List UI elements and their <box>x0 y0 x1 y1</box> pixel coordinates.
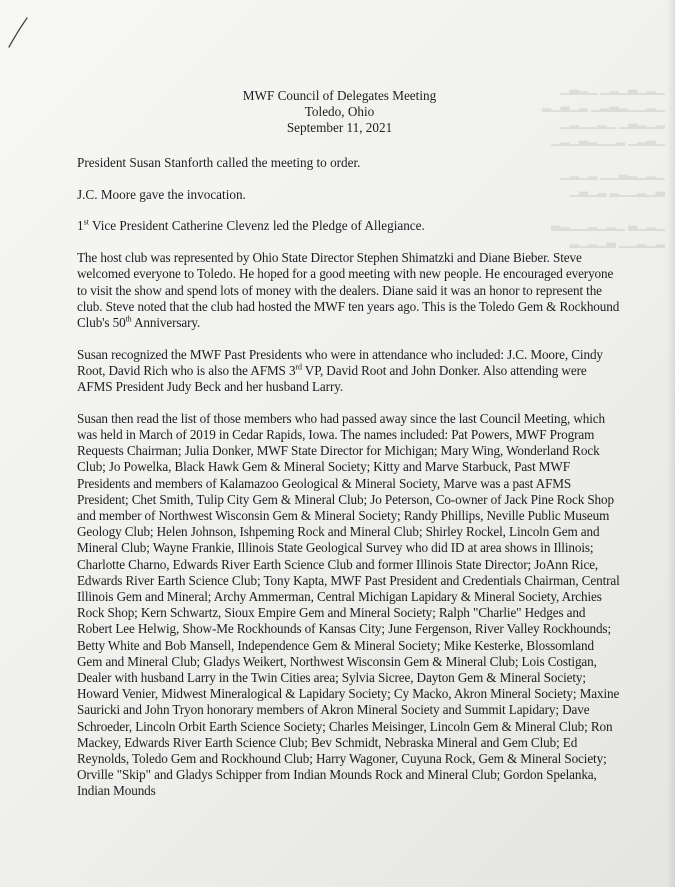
meeting-date: September 11, 2021 <box>286 120 393 135</box>
document-title: MWF Council of Delegates Meeting <box>242 88 437 103</box>
call-to-order-paragraph: President Susan Stanforth called the meeting to order. <box>77 155 361 170</box>
page-edge-shadow <box>667 0 675 887</box>
pledge-text: Vice President Catherine Clevenz led the Pledge of Allegiance. <box>88 218 425 234</box>
bleed-through-texture: ▁▂▁▃▁▂▁ ▁▂▃▁ ▁▂▁▁▂▃▂▁ ▂▁▃▁▂ ▂▁▂▃▁ ▁▂▁▁▂▁ ▁▃▂▁ ▂▁▁▂▃▁▂▁ ▁▂▁▂▃▁▁ ▂▁▂▁ ▃▁▂▁▁▂ ▂▁▃▁ ▁▂▁▃ ▁▂▁▂▁▁▂▃ ▂▁▂▁▁ ▃▁▂▁▂ <box>542 81 665 248</box>
past-presidents-text-end: VP, David Root and John Donker. Also attending were AFMS President Judy Beck and her husband Larry. <box>77 362 587 395</box>
document-body <box>77 88 622 800</box>
meeting-location: Toledo, Ohio <box>304 104 375 119</box>
host-club-text-end: Anniversary. <box>131 314 201 330</box>
past-presidents-sup: rd <box>295 362 302 372</box>
host-club-text: The host club was represented by Ohio State Director Stephen Shimatzki and Diane Bieber. Steve welcomed everyone to Toledo. He hoped for a good meeting with new people. He encouraged everyone to visit the show and spend lots of money with the dealers. Diane said it was an honor to represent the club. Steve noted that the club had hosted the MWF ten years ago. This is the Toledo Gem & Rockhound Club's 50 <box>77 250 620 330</box>
past-presidents-paragraph <box>77 347 622 396</box>
pledge-ordinal: 1 <box>77 218 84 234</box>
host-club-sup: th <box>125 314 132 324</box>
past-presidents-text: Susan recognized the MWF Past Presidents who were in attendance who included: J.C. Moore, Cindy Root, David Rich who is also the AFMS 3 <box>77 346 603 378</box>
memorial-paragraph: Susan then read the list of those members who had passed away since the last Council Meeting, which was held in March of 2019 in Cedar Rapids, Iowa. The names included: Pat Powers, MWF Program Requests Chairman; Julia Donker, MWF State Director for Michigan; Mary Wing, Wonderland Rock Club; Jo Powelka, Black Hawk Gem & Mineral Society; Kitty and Marve Starbuck, Past MWF Presidents and members of Kalamazoo Geological & Mineral Society, Marve was a past AFMS President; Chet Smith, Tulip City Gem & Mineral Club; Jo Peterson, Co-owner of Jack Pine Rock Shop and member of Northwest Wisconsin Gem & Mineral Society; Randy Phillips, Neville Public Museum Geology Club; Helen Johnson, Ishpeming Rock and Mineral Club; Shirley Rockel, Lincoln Gem and Mineral Club; Wayne Frankie, Illinois State Geological Survey who did ID at area shows in Illinois; Charlotte Charno, Edwards River Earth Science Club and former Illinois State Director; JoAnn Rice, Edwards River Earth Science Club; Tony Kapta, MWF Past President and Credentials Chairman, Central Illinois Gem and Mineral; Archy Ammerman, Central Michigan Lapidary & Mineral Society, Archies Rock Shop; Kern Schwartz, Sioux Empire Gem and Mineral Society; Ralph "Charlie" Hedges and Robert Lee Helwig, Show-Me Rockhounds of Kansas City; June Fergenson, River Valley Rockhounds; Betty White and Bob Mansell, Independence Gem & Mineral Society; Mike Kesterke, Blossomland Gem and Mineral Club; Gladys Weikert, Northwest Wisconsin Gem & Mineral Club; Lois Costigan, Dealer with husband Larry in the Twin Cities area; Sylvia Sicree, Dayton Gem & Mineral Society; Howard Venier, Midwest Mineralogical & Lapidary Society; Cy Macko, Akron Mineral Society; Maxine Sauricki and John Tryon honorary members of Akron Mineral Society and Summit Lapidary; Dave Schroeder, Lincoln Orbit Earth Science Society; Charles Meisinger, Lincoln Gem & Mineral Club; Ron Mackey, Edwards River Earth Science Club; Bev Schmidt, Nebraska Mineral and Gem Club; Ed Reynolds, Toledo Gem and Rockhound Club; Harry Wagoner, Cuyuna Rock, Gem & Mineral Society; Orville "Skip" and Gladys Schipper from Indian Mounds Rock and Mineral Club; Gordon Spelanka, Indian Mounds <box>77 410 620 799</box>
document-header <box>67 88 612 136</box>
host-club-paragraph <box>77 250 622 331</box>
pledge-paragraph <box>77 218 622 234</box>
pledge-ordinal-suffix: st <box>83 218 89 228</box>
pen-mark-icon <box>6 16 32 50</box>
invocation-paragraph: J.C. Moore gave the invocation. <box>77 186 246 202</box>
